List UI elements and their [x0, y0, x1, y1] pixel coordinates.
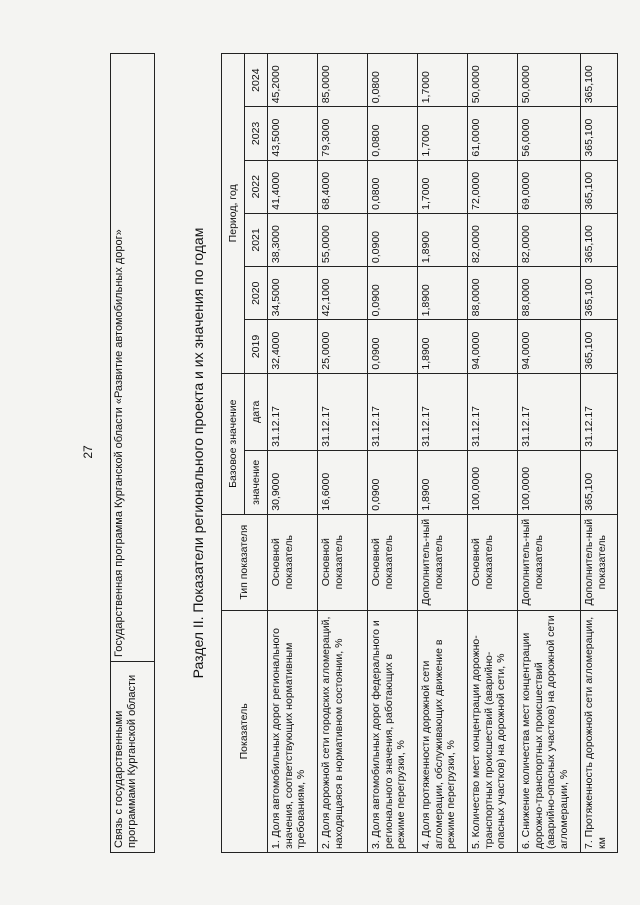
table-row [368, 54, 418, 853]
program-link-table [110, 53, 155, 853]
year-value: 1,7000 [418, 107, 468, 160]
year-value: 50,0000 [468, 54, 518, 107]
year-value: 69,0000 [518, 160, 581, 213]
indicator-type: Дополнитель-ный показатель [418, 514, 468, 610]
base-value: 16,6000 [318, 450, 368, 514]
indicator-name: 5. Количество мест концентрации дорожно-транспортных происшествий (аварийно-опасных участков) на дорожной сети, % [468, 610, 518, 852]
base-date: 31.12.17 [368, 373, 418, 450]
header-year: 2021 [245, 213, 268, 266]
year-value: 1,7000 [418, 54, 468, 107]
year-value: 85,0000 [318, 54, 368, 107]
year-value: 0,0800 [368, 54, 418, 107]
page-number: 27 [81, 445, 95, 459]
indicator-type: Основной показатель [318, 514, 368, 610]
indicator-type: Дополнитель-ный показатель [581, 514, 618, 610]
year-value: 88,0000 [468, 267, 518, 320]
header-base: Базовое значение [222, 373, 245, 514]
base-value: 100,0000 [468, 450, 518, 514]
header-year: 2019 [245, 320, 268, 373]
header-base-value: значение [245, 450, 268, 514]
year-value: 1,8900 [418, 320, 468, 373]
base-date: 31.12.17 [468, 373, 518, 450]
base-value: 100,0000 [518, 450, 581, 514]
year-value: 0,0900 [368, 213, 418, 266]
year-value: 61,0000 [468, 107, 518, 160]
program-link-row [111, 54, 155, 853]
year-value: 1,8900 [418, 213, 468, 266]
base-value: 30,9000 [268, 450, 318, 514]
year-value: 38,3000 [268, 213, 318, 266]
year-value: 0,0900 [368, 320, 418, 373]
program-link-label: Связь с государственными программами Курганской области [111, 662, 155, 853]
year-value: 1,8900 [418, 267, 468, 320]
year-value: 365,100 [581, 213, 618, 266]
rotated-page-content [110, 53, 608, 853]
header-period: Период, год [222, 54, 245, 374]
header-year: 2024 [245, 54, 268, 107]
indicator-type: Основной показатель [468, 514, 518, 610]
year-value: 82,0000 [468, 213, 518, 266]
header-year: 2020 [245, 267, 268, 320]
year-value: 72,0000 [468, 160, 518, 213]
year-value: 88,0000 [518, 267, 581, 320]
base-date: 31.12.17 [418, 373, 468, 450]
year-value: 25,0000 [318, 320, 368, 373]
header-base-date: дата [245, 373, 268, 450]
base-value: 1,8900 [418, 450, 468, 514]
base-value: 0,0900 [368, 450, 418, 514]
year-value: 82,0000 [518, 213, 581, 266]
indicator-name: 2. Доля дорожной сети городских агломераций, находящаяся в нормативном состоянии, % [318, 610, 368, 852]
year-value: 50,0000 [518, 54, 581, 107]
indicators-table [221, 53, 618, 853]
year-value: 55,0000 [318, 213, 368, 266]
base-date: 31.12.17 [518, 373, 581, 450]
indicator-name: 7. Протяженность дорожной сети агломерации, км [581, 610, 618, 852]
table-row [581, 54, 618, 853]
section-title: Раздел II. Показатели регионального проекта и их значения по годам [190, 227, 206, 679]
year-value: 45,2000 [268, 54, 318, 107]
year-value: 365,100 [581, 267, 618, 320]
base-date: 31.12.17 [268, 373, 318, 450]
indicator-name: 4. Доля протяженности дорожной сети агломерации, обслуживающих движение в режиме перегрузки, % [418, 610, 468, 852]
year-value: 43,5000 [268, 107, 318, 160]
header-year: 2023 [245, 107, 268, 160]
indicator-type: Основной показатель [268, 514, 318, 610]
year-value: 365,100 [581, 107, 618, 160]
base-date: 31.12.17 [581, 373, 618, 450]
table-row [518, 54, 581, 853]
year-value: 42,1000 [318, 267, 368, 320]
year-value: 32,4000 [268, 320, 318, 373]
table-row [268, 54, 318, 853]
year-value: 79,3000 [318, 107, 368, 160]
indicator-name: 6. Снижение количества мест концентрации дорожно-транспортных происшествий (аварийно-опасных участков) на дорожной сети агломерации, % [518, 610, 581, 852]
year-value: 68,4000 [318, 160, 368, 213]
indicator-type: Основной показатель [368, 514, 418, 610]
year-value: 34,5000 [268, 267, 318, 320]
year-value: 94,0000 [518, 320, 581, 373]
year-value: 94,0000 [468, 320, 518, 373]
base-date: 31.12.17 [318, 373, 368, 450]
year-value: 1,7000 [418, 160, 468, 213]
year-value: 365,100 [581, 54, 618, 107]
table-row [418, 54, 468, 853]
year-value: 0,0800 [368, 107, 418, 160]
year-value: 0,0800 [368, 160, 418, 213]
year-value: 41,4000 [268, 160, 318, 213]
indicator-name: 1. Доля автомобильных дорог регионального значения, соответствующих нормативным требованиям, % [268, 610, 318, 852]
table-row [468, 54, 518, 853]
base-value: 365,100 [581, 450, 618, 514]
header-indicator: Показатель [222, 610, 268, 852]
indicator-type: Дополнитель-ный показатель [518, 514, 581, 610]
year-value: 56,0000 [518, 107, 581, 160]
year-value: 365,100 [581, 320, 618, 373]
indicator-name: 3. Доля автомобильных дорог федерального и регионального значения, работающих в режиме перегрузки, % [368, 610, 418, 852]
program-link-value: Государственная программа Курганской области «Развитие автомобильных дорог» [111, 54, 155, 662]
year-value: 0,0900 [368, 267, 418, 320]
table-row [318, 54, 368, 853]
indicators-table-body [268, 54, 618, 853]
header-year: 2022 [245, 160, 268, 213]
header-row-1 [222, 54, 245, 853]
header-type: Тип показателя [222, 514, 268, 610]
year-value: 365,100 [581, 160, 618, 213]
